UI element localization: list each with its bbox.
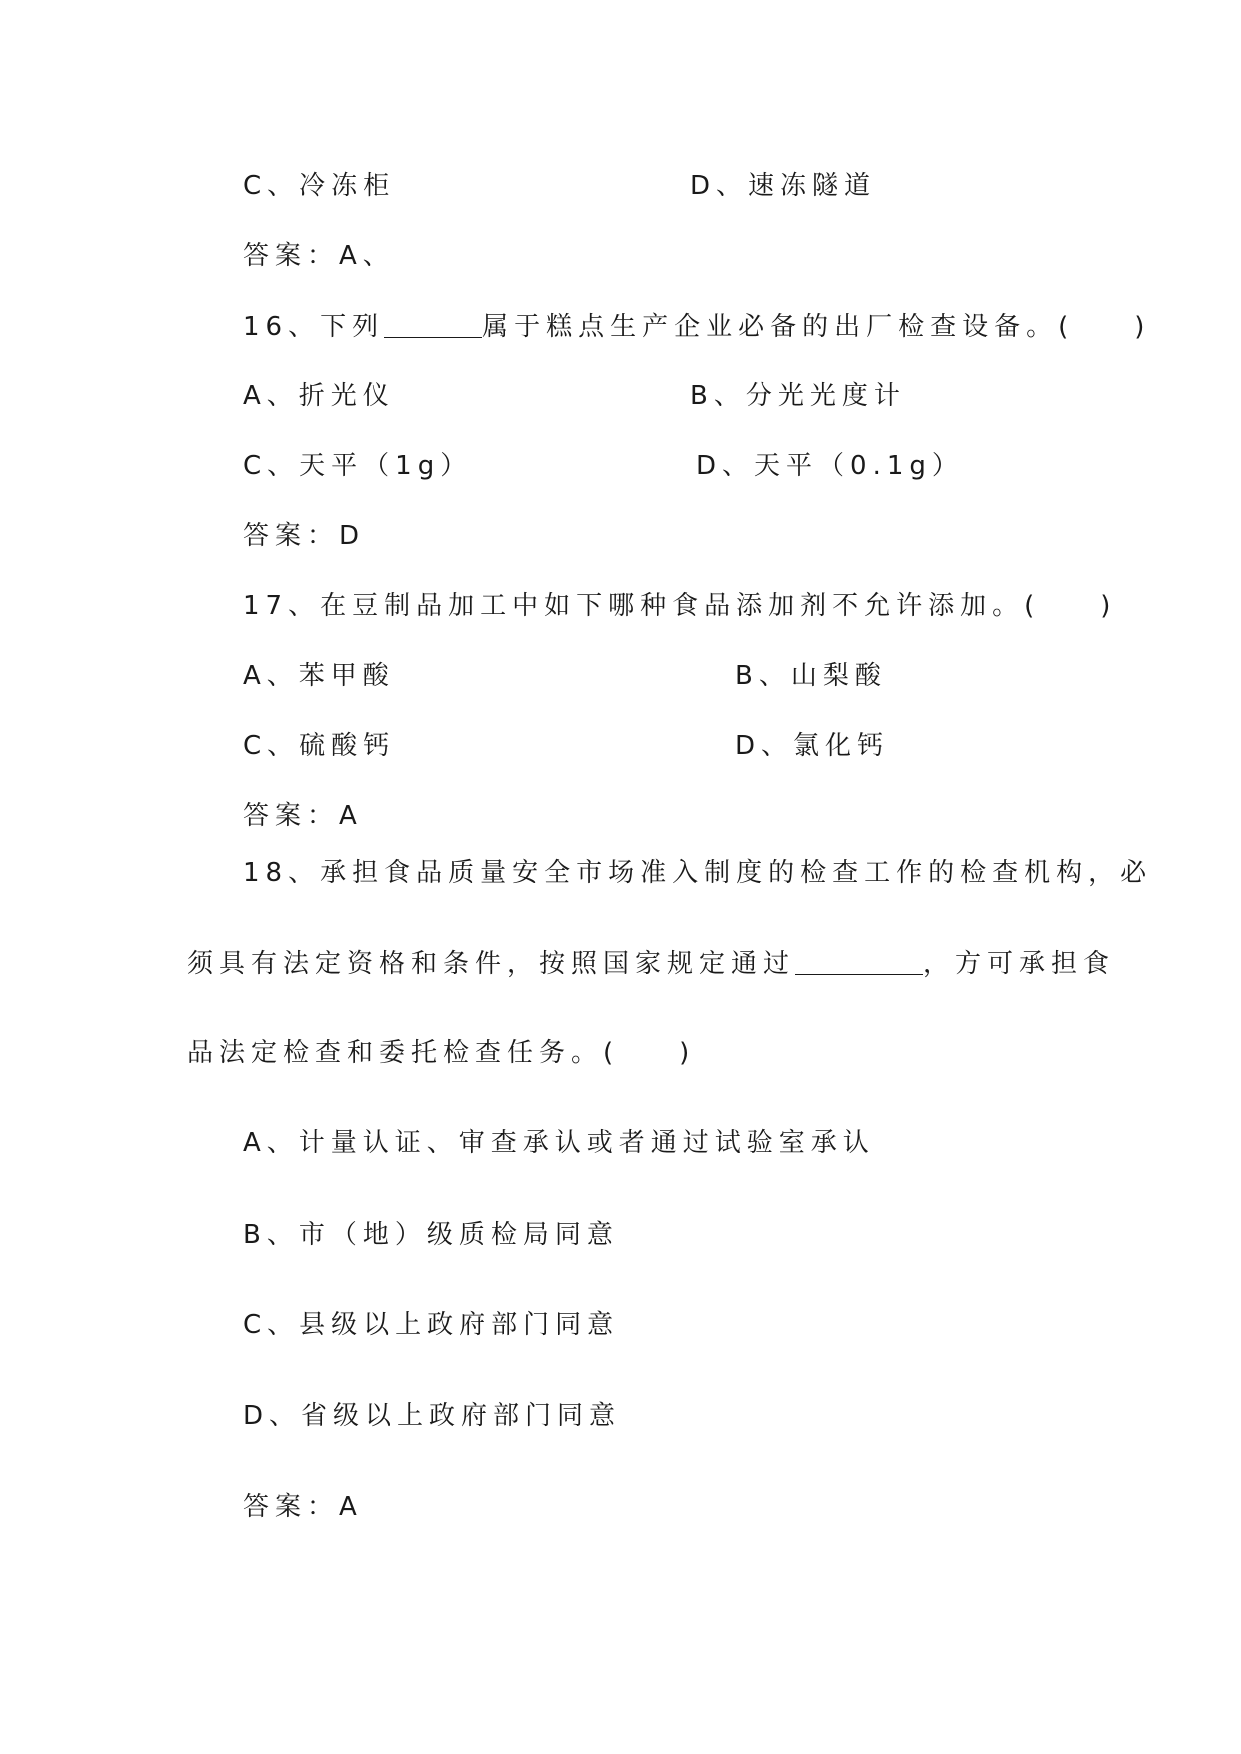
q18-stem-line3: [187, 1040, 695, 1066]
q18-option-b: B、市（地）级质检局同意: [243, 1220, 619, 1250]
q16-option-c: C、天平（1g）: [243, 451, 473, 481]
q16-close-paren: ): [1134, 312, 1151, 342]
q18-blank: [795, 950, 923, 975]
q18-stem-line2: [187, 950, 1115, 977]
q16-option-a: A、折光仪: [243, 381, 395, 411]
q16-blank: [384, 313, 482, 338]
q18-option-d: D、省级以上政府部门同意: [243, 1401, 622, 1431]
q18-stem-line1: 18、承担食品质量安全市场准入制度的检查工作的检查机构，必: [243, 858, 1153, 888]
q16-stem: [243, 313, 1150, 340]
q17-answer: 答案：A: [243, 801, 363, 831]
q16-option-b: B、分光光度计: [690, 381, 906, 411]
q17-option-b: B、山梨酸: [735, 661, 887, 691]
q18-stem-line3-text: 品法定检查和委托检查任务。(: [187, 1038, 620, 1068]
q16-answer: 答案：D: [243, 521, 366, 551]
q15-option-d: D、速冻隧道: [690, 171, 877, 201]
q18-option-a: A、计量认证、审查承认或者通过试验室承认: [243, 1128, 875, 1158]
q17-close-paren: ): [1100, 591, 1117, 621]
q18-stem-line2-after: ，方可承担食: [923, 949, 1116, 979]
q18-option-c: C、县级以上政府部门同意: [243, 1310, 620, 1340]
q17-option-a: A、苯甲酸: [243, 661, 395, 691]
q18-stem-line2-before: 须具有法定资格和条件，按照国家规定通过: [187, 949, 796, 979]
q17-stem: [243, 593, 1116, 619]
q18-close-paren: ): [679, 1038, 696, 1068]
q16-stem-after: 属于糕点生产企业必备的出厂检查设备。(: [482, 312, 1075, 342]
q16-option-d: D、天平（0.1g）: [696, 451, 964, 481]
q16-stem-before: 16、下列: [243, 312, 385, 342]
q17-option-c: C、硫酸钙: [243, 731, 396, 761]
q17-stem-text: 17、在豆制品加工中如下哪种食品添加剂不允许添加。(: [243, 591, 1041, 621]
q15-option-c: C、冷冻柜: [243, 171, 396, 201]
q17-option-d: D、氯化钙: [735, 731, 890, 761]
q18-answer: 答案：A: [243, 1492, 363, 1522]
q15-answer: 答案：A、: [243, 241, 395, 271]
